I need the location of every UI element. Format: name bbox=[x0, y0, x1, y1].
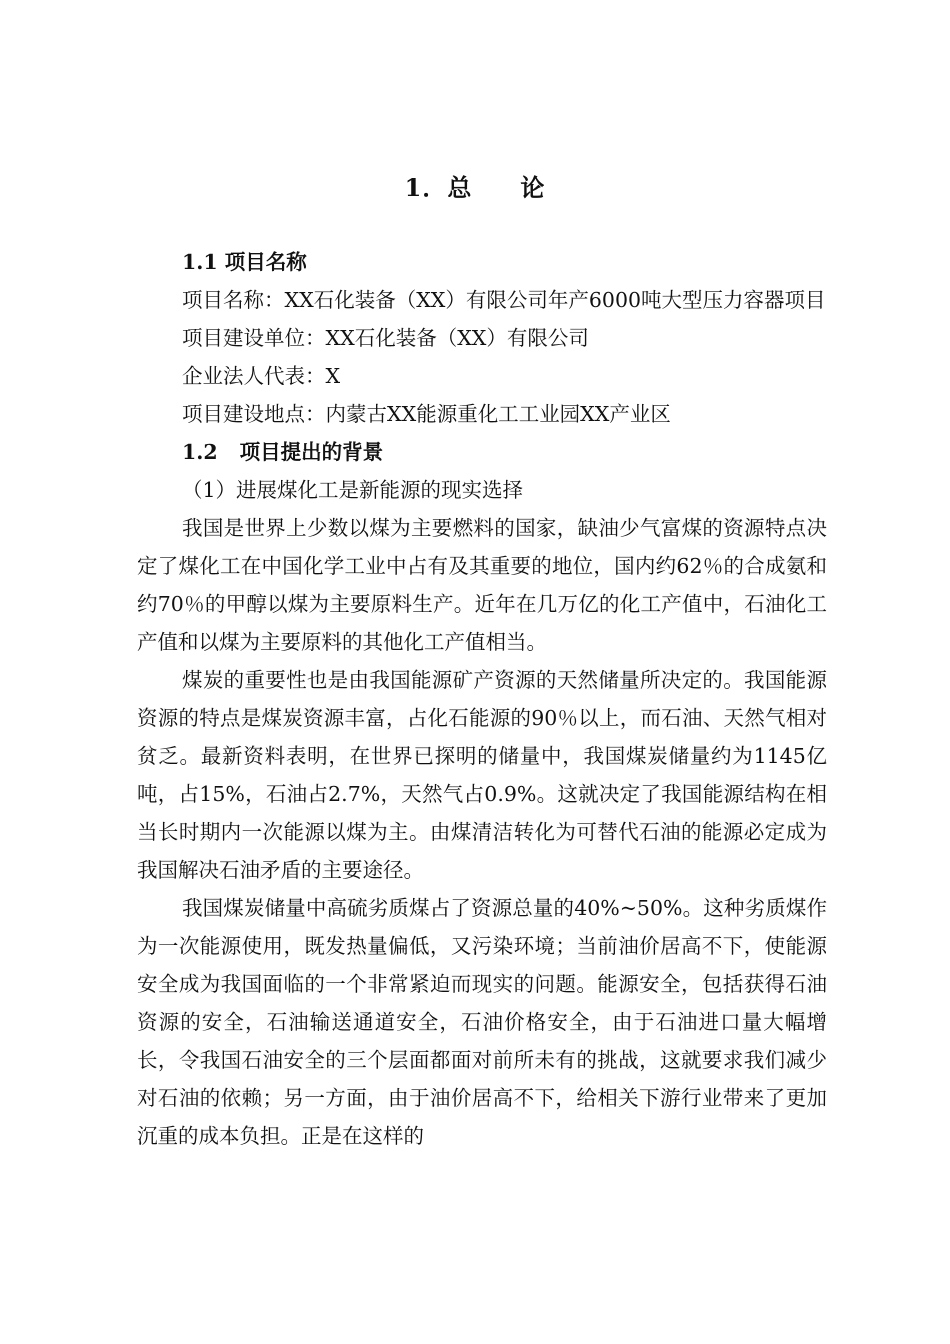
project-builder-line: 项目建设单位：XX石化装备（XX）有限公司 bbox=[182, 326, 589, 350]
project-location-line: 项目建设地点：内蒙古XX能源重化工工业园XX产业区 bbox=[182, 402, 671, 426]
paragraph-3: 我国煤炭储量中高硫劣质煤占了资源总量的40%~50%。这种劣质煤作为一次能源使用，既发热量偏低，又污染环境；当前油价居高不下，使能源安全成为我国面临的一个非常紧迫而现实的问题。能源安全，包括获得石油资源的安全，石油输送通道安全，石油价格安全，由于石油进口量大幅增长，令我国石油安全的三个层面都面对前所未有的挑战，这就要求我们减少对石油的依赖；另一方面，由于油价居高不下，给相关下游行业带来了更加沉重的成本负担。正是在这样的 bbox=[137, 896, 827, 1148]
chapter-title-char-1: 总 bbox=[447, 173, 473, 202]
paragraph-2: 煤炭的重要性也是由我国能源矿产资源的天然储量所决定的。我国能源资源的特点是煤炭资源丰富，占化石能源的90％以上，而石油、天然气相对贫乏。最新资料表明，在世界已探明的储量中，我国煤炭储量约为1145亿吨，占15%，石油占2.7%，天然气占0.9%。这就决定了我国能源结构在相当长时期内一次能源以煤为主。由煤清洁转化为可替代石油的能源必定成为我国解决石油矛盾的主要途径。 bbox=[137, 668, 827, 882]
chapter-title-char-2: 论 bbox=[520, 173, 546, 202]
chapter-number: 1． bbox=[404, 173, 448, 202]
section-heading-1-1: 1.1 项目名称 bbox=[182, 250, 307, 274]
document-body bbox=[137, 243, 827, 1155]
chapter-title bbox=[0, 168, 950, 203]
project-name-line: 项目名称：XX石化装备（XX）有限公司年产6000吨大型压力容器项目 bbox=[182, 288, 826, 312]
section-number: 1.2 bbox=[182, 440, 218, 464]
subheading-1: （1）进展煤化工是新能源的现实选择 bbox=[182, 478, 524, 502]
section-title: 项目提出的背景 bbox=[239, 440, 384, 464]
paragraph-1: 我国是世界上少数以煤为主要燃料的国家，缺油少气富煤的资源特点决定了煤化工在中国化学工业中占有及其重要的地位，国内约62％的合成氨和约70％的甲醇以煤为主要原料生产。近年在几万亿的化工产值中，石油化工产值和以煤为主要原料的其他化工产值相当。 bbox=[137, 516, 827, 654]
section-heading-1-2 bbox=[137, 433, 827, 471]
legal-representative-line: 企业法人代表：X bbox=[182, 364, 341, 388]
